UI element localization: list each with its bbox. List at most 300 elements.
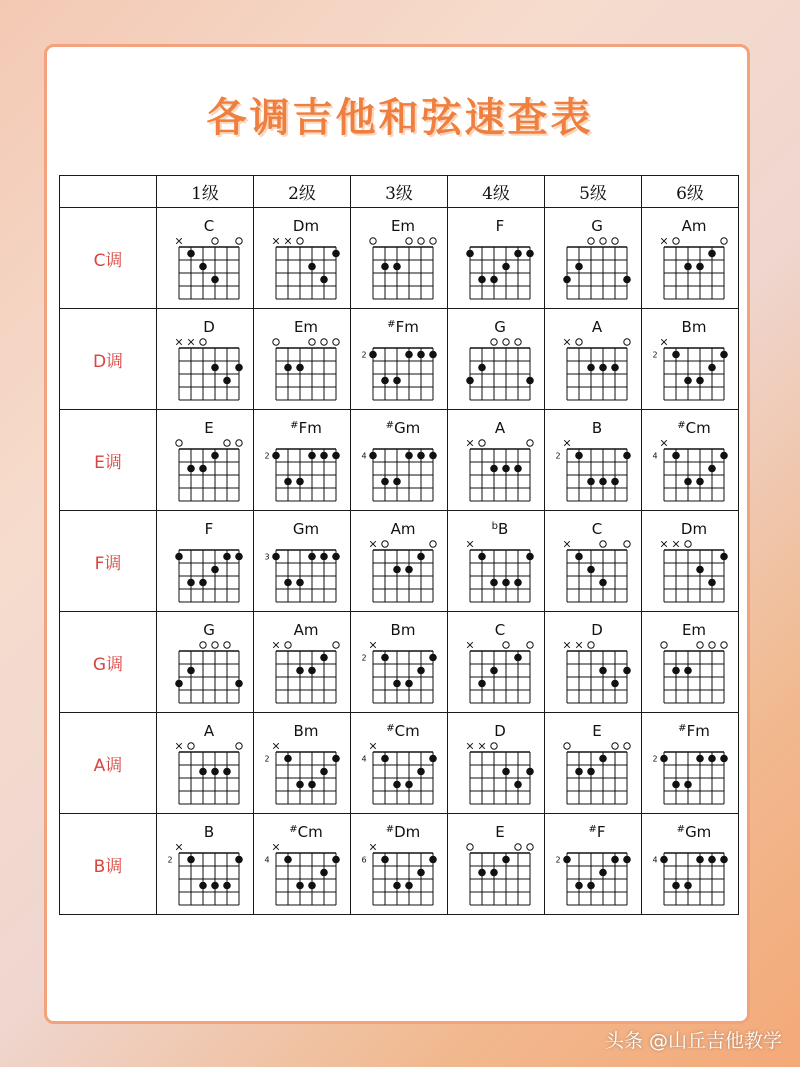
finger-dot <box>672 667 680 675</box>
open-string-mark <box>527 440 533 446</box>
chord-cell <box>157 410 254 511</box>
chord-name: D <box>494 722 506 740</box>
fret-number: 2 <box>361 653 367 663</box>
chord-cell <box>254 511 351 612</box>
open-string-mark <box>224 440 230 446</box>
finger-dot <box>235 680 243 688</box>
chord-cell <box>351 814 448 915</box>
muted-string-mark <box>176 743 182 749</box>
finger-dot <box>199 465 207 473</box>
fret-number: 2 <box>652 350 658 360</box>
chord-name: Dm <box>680 520 708 538</box>
finger-dot <box>563 276 571 284</box>
finger-dot <box>672 882 680 890</box>
key-label: A调 <box>60 713 157 814</box>
fret-number: 4 <box>361 451 367 461</box>
finger-dot <box>502 768 510 776</box>
chord-name: B <box>203 823 215 841</box>
finger-dot <box>381 755 389 763</box>
finger-dot <box>599 869 607 877</box>
chord-root: Cm <box>297 823 323 841</box>
fret-number: 2 <box>167 855 173 865</box>
chord-diagram <box>254 410 358 510</box>
fret-number: 4 <box>652 855 658 865</box>
chord-diagram <box>545 612 649 712</box>
chord-accidental: # <box>385 824 395 835</box>
chord-root: Gm <box>685 823 712 841</box>
open-string-mark <box>309 339 315 345</box>
chord-diagram <box>351 410 455 510</box>
chord-diagram <box>545 309 649 409</box>
finger-dot <box>684 882 692 890</box>
fret-number: 4 <box>361 754 367 764</box>
chord-cell <box>642 208 739 309</box>
finger-dot <box>211 452 219 460</box>
finger-dot <box>332 553 340 561</box>
chord-cell <box>351 511 448 612</box>
chord-cell <box>545 814 642 915</box>
chord-name: C <box>494 621 506 639</box>
finger-dot <box>684 667 692 675</box>
muted-string-mark <box>188 339 194 345</box>
finger-dot <box>466 377 474 385</box>
finger-dot <box>587 478 595 486</box>
chord-root: Fm <box>298 419 322 437</box>
chord-name: Em <box>390 217 416 235</box>
finger-dot <box>175 553 183 561</box>
open-string-mark <box>370 238 376 244</box>
open-string-mark <box>576 339 582 345</box>
muted-string-mark <box>370 844 376 850</box>
corner-cell <box>60 176 157 208</box>
chord-name <box>677 823 712 841</box>
chord-cell <box>448 511 545 612</box>
chord-diagram <box>642 612 746 712</box>
chord-diagram <box>254 511 358 611</box>
open-string-mark <box>430 541 436 547</box>
chord-cell <box>642 814 739 915</box>
open-string-mark <box>333 642 339 648</box>
chord-cell <box>448 713 545 814</box>
chord-diagram <box>642 309 746 409</box>
finger-dot <box>696 856 704 864</box>
muted-string-mark <box>661 541 667 547</box>
finger-dot <box>478 364 486 372</box>
finger-dot <box>623 667 631 675</box>
chord-diagram <box>157 309 261 409</box>
finger-dot <box>381 654 389 662</box>
finger-dot <box>514 250 522 258</box>
finger-dot <box>417 553 425 561</box>
chord-diagram <box>545 511 649 611</box>
finger-dot <box>284 478 292 486</box>
chord-name: C <box>203 217 215 235</box>
finger-dot <box>393 478 401 486</box>
finger-dot <box>429 856 437 864</box>
chord-name <box>290 419 322 437</box>
chord-name: Bm <box>390 621 416 639</box>
muted-string-mark <box>467 541 473 547</box>
chord-diagram <box>448 208 552 308</box>
chord-name: G <box>494 318 506 336</box>
key-label: D调 <box>60 309 157 410</box>
finger-dot <box>381 478 389 486</box>
finger-dot <box>308 553 316 561</box>
key-label: C调 <box>60 208 157 309</box>
chord-accidental: # <box>588 824 597 835</box>
chord-cell <box>448 612 545 713</box>
finger-dot <box>587 768 595 776</box>
fret-number: 2 <box>264 754 270 764</box>
finger-dot <box>223 882 231 890</box>
open-string-mark <box>382 541 388 547</box>
chord-diagram <box>157 814 261 914</box>
open-string-mark <box>333 339 339 345</box>
finger-dot <box>223 553 231 561</box>
finger-dot <box>320 452 328 460</box>
open-string-mark <box>176 440 182 446</box>
chord-diagram <box>642 713 746 813</box>
finger-dot <box>417 667 425 675</box>
muted-string-mark <box>273 642 279 648</box>
chord-cell <box>157 309 254 410</box>
finger-dot <box>514 465 522 473</box>
muted-string-mark <box>479 743 485 749</box>
finger-dot <box>587 364 595 372</box>
finger-dot <box>708 364 716 372</box>
key-row <box>60 410 739 511</box>
finger-dot <box>696 566 704 574</box>
chord-name <box>386 722 419 740</box>
page-title: 各调吉他和弦速查表 <box>206 95 594 141</box>
chord-cell <box>642 612 739 713</box>
chord-diagram <box>448 511 552 611</box>
finger-dot <box>393 566 401 574</box>
finger-dot <box>490 465 498 473</box>
finger-dot <box>393 377 401 385</box>
chord-name <box>588 823 605 841</box>
finger-dot <box>381 263 389 271</box>
muted-string-mark <box>370 642 376 648</box>
fret-number: 2 <box>652 754 658 764</box>
finger-dot <box>284 755 292 763</box>
finger-dot <box>526 377 534 385</box>
chord-name: D <box>203 318 215 336</box>
open-string-mark <box>612 743 618 749</box>
key-label: F调 <box>60 511 157 612</box>
chord-cell <box>545 309 642 410</box>
chord-name: F <box>495 217 505 235</box>
chord-diagram <box>545 208 649 308</box>
finger-dot <box>660 856 668 864</box>
open-string-mark <box>285 642 291 648</box>
chord-diagram <box>642 814 746 914</box>
degree-header: 5级 <box>545 176 642 208</box>
chord-diagram <box>642 410 746 510</box>
finger-dot <box>296 781 304 789</box>
finger-dot <box>611 364 619 372</box>
finger-dot <box>405 680 413 688</box>
finger-dot <box>332 250 340 258</box>
key-row <box>60 713 739 814</box>
chord-name: E <box>592 722 602 740</box>
key-label: G调 <box>60 612 157 713</box>
open-string-mark <box>418 238 424 244</box>
muted-string-mark <box>285 238 291 244</box>
finger-dot <box>478 680 486 688</box>
chord-name: G <box>591 217 603 235</box>
finger-dot <box>708 465 716 473</box>
finger-dot <box>623 452 631 460</box>
chord-cell <box>351 410 448 511</box>
finger-dot <box>708 856 716 864</box>
fret-number: 6 <box>361 855 367 865</box>
chord-diagram <box>254 612 358 712</box>
finger-dot <box>272 553 280 561</box>
chord-diagram <box>157 410 261 510</box>
open-string-mark <box>721 642 727 648</box>
chord-cell <box>545 511 642 612</box>
finger-dot <box>235 856 243 864</box>
finger-dot <box>417 351 425 359</box>
finger-dot <box>611 856 619 864</box>
finger-dot <box>417 768 425 776</box>
finger-dot <box>708 755 716 763</box>
finger-dot <box>478 553 486 561</box>
finger-dot <box>672 351 680 359</box>
open-string-mark <box>527 642 533 648</box>
muted-string-mark <box>370 541 376 547</box>
finger-dot <box>623 276 631 284</box>
finger-dot <box>599 755 607 763</box>
finger-dot <box>502 579 510 587</box>
chord-diagram <box>642 511 746 611</box>
chord-accidental: # <box>387 319 396 330</box>
chord-name <box>492 520 509 538</box>
muted-string-mark <box>176 339 182 345</box>
finger-dot <box>490 276 498 284</box>
finger-dot <box>490 869 498 877</box>
chord-cell <box>351 612 448 713</box>
finger-dot <box>211 364 219 372</box>
chord-name: G <box>203 621 215 639</box>
open-string-mark <box>236 238 242 244</box>
chord-cell <box>545 410 642 511</box>
finger-dot <box>332 452 340 460</box>
open-string-mark <box>685 541 691 547</box>
chord-cell <box>545 208 642 309</box>
open-string-mark <box>491 743 497 749</box>
muted-string-mark <box>370 743 376 749</box>
open-string-mark <box>588 642 594 648</box>
fret-number: 2 <box>555 451 561 461</box>
fret-number: 4 <box>652 451 658 461</box>
chord-diagram <box>448 309 552 409</box>
open-string-mark <box>527 844 533 850</box>
chord-diagram <box>545 410 649 510</box>
fret-number: 2 <box>361 350 367 360</box>
finger-dot <box>405 781 413 789</box>
chord-root: Cm <box>685 419 711 437</box>
open-string-mark <box>467 844 473 850</box>
chord-name: F <box>204 520 214 538</box>
chord-diagram <box>351 814 455 914</box>
finger-dot <box>575 882 583 890</box>
finger-dot <box>308 781 316 789</box>
chord-root: F <box>596 823 606 841</box>
open-string-mark <box>697 642 703 648</box>
finger-dot <box>575 452 583 460</box>
finger-dot <box>405 882 413 890</box>
finger-dot <box>563 856 571 864</box>
chord-cell <box>157 208 254 309</box>
muted-string-mark <box>673 541 679 547</box>
finger-dot <box>223 768 231 776</box>
finger-dot <box>575 768 583 776</box>
finger-dot <box>720 351 728 359</box>
muted-string-mark <box>176 238 182 244</box>
header-row <box>60 176 739 208</box>
open-string-mark <box>224 642 230 648</box>
chord-cell <box>254 208 351 309</box>
finger-dot <box>696 377 704 385</box>
finger-dot <box>296 667 304 675</box>
finger-dot <box>393 680 401 688</box>
open-string-mark <box>200 642 206 648</box>
key-row <box>60 814 739 915</box>
open-string-mark <box>212 642 218 648</box>
open-string-mark <box>273 339 279 345</box>
chord-cell <box>351 208 448 309</box>
finger-dot <box>187 579 195 587</box>
chord-diagram <box>642 208 746 308</box>
muted-string-mark <box>661 238 667 244</box>
finger-dot <box>429 351 437 359</box>
open-string-mark <box>188 743 194 749</box>
finger-dot <box>381 856 389 864</box>
open-string-mark <box>564 743 570 749</box>
chord-diagram <box>351 713 455 813</box>
finger-dot <box>393 781 401 789</box>
chord-diagram <box>448 410 552 510</box>
chord-diagram <box>545 713 649 813</box>
open-string-mark <box>588 238 594 244</box>
muted-string-mark <box>564 339 570 345</box>
finger-dot <box>429 452 437 460</box>
finger-dot <box>696 478 704 486</box>
finger-dot <box>587 882 595 890</box>
finger-dot <box>199 263 207 271</box>
chord-diagram <box>351 309 455 409</box>
chord-name: Em <box>681 621 707 639</box>
open-string-mark <box>600 541 606 547</box>
chord-cell <box>157 511 254 612</box>
finger-dot <box>187 856 195 864</box>
finger-dot <box>599 579 607 587</box>
finger-dot <box>708 250 716 258</box>
finger-dot <box>211 768 219 776</box>
finger-dot <box>272 452 280 460</box>
key-label: E调 <box>60 410 157 511</box>
chord-name <box>677 419 710 437</box>
muted-string-mark <box>176 844 182 850</box>
chord-root: Fm <box>686 722 710 740</box>
degree-header: 1级 <box>157 176 254 208</box>
open-string-mark <box>491 339 497 345</box>
chord-cell <box>157 612 254 713</box>
chord-name <box>678 722 710 740</box>
degree-header: 2级 <box>254 176 351 208</box>
finger-dot <box>611 478 619 486</box>
chord-accidental: # <box>290 420 299 431</box>
open-string-mark <box>612 238 618 244</box>
chord-name: E <box>204 419 214 437</box>
chord-root: Gm <box>394 419 421 437</box>
muted-string-mark <box>661 440 667 446</box>
finger-dot <box>684 781 692 789</box>
finger-dot <box>599 364 607 372</box>
finger-dot <box>308 263 316 271</box>
open-string-mark <box>479 440 485 446</box>
open-string-mark <box>321 339 327 345</box>
fret-number: 4 <box>264 855 270 865</box>
chord-name: Em <box>293 318 319 336</box>
chord-accidental: # <box>678 723 687 734</box>
finger-dot <box>611 680 619 688</box>
finger-dot <box>526 250 534 258</box>
chord-name: Bm <box>681 318 707 336</box>
chord-name: D <box>591 621 603 639</box>
chord-name: C <box>591 520 603 538</box>
finger-dot <box>684 478 692 486</box>
chord-name <box>386 823 421 841</box>
open-string-mark <box>515 339 521 345</box>
chord-name: A <box>494 419 506 437</box>
key-row <box>60 309 739 410</box>
finger-dot <box>320 654 328 662</box>
finger-dot <box>599 667 607 675</box>
chord-name: E <box>495 823 505 841</box>
chord-diagram <box>448 612 552 712</box>
open-string-mark <box>297 238 303 244</box>
finger-dot <box>369 452 377 460</box>
finger-dot <box>187 667 195 675</box>
finger-dot <box>308 667 316 675</box>
finger-dot <box>223 377 231 385</box>
key-label: B调 <box>60 814 157 915</box>
finger-dot <box>175 680 183 688</box>
chord-cell <box>254 309 351 410</box>
finger-dot <box>199 579 207 587</box>
finger-dot <box>417 869 425 877</box>
chord-cell <box>448 309 545 410</box>
finger-dot <box>720 553 728 561</box>
chord-name: A <box>203 722 215 740</box>
finger-dot <box>429 654 437 662</box>
finger-dot <box>684 263 692 271</box>
chord-accidental: # <box>289 824 298 835</box>
chord-name <box>387 318 419 336</box>
degree-header: 4级 <box>448 176 545 208</box>
chord-diagram <box>157 713 261 813</box>
chord-diagram <box>351 208 455 308</box>
finger-dot <box>429 755 437 763</box>
key-row <box>60 208 739 309</box>
finger-dot <box>490 667 498 675</box>
finger-dot <box>672 781 680 789</box>
open-string-mark <box>709 642 715 648</box>
finger-dot <box>684 377 692 385</box>
